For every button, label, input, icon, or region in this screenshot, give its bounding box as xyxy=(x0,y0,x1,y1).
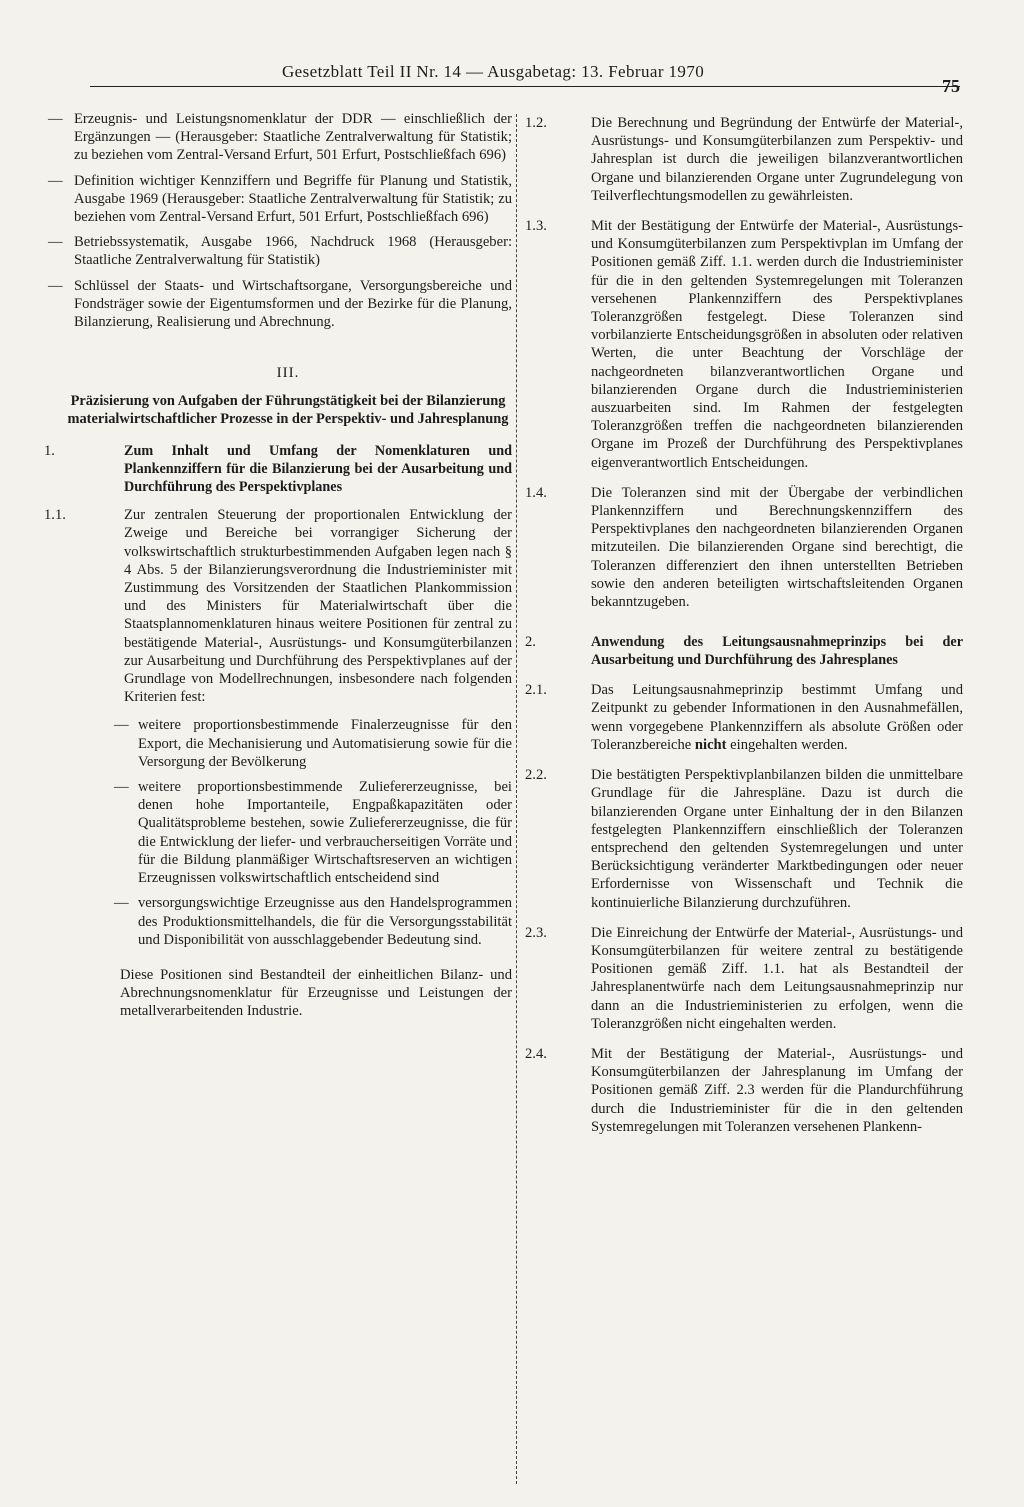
list-item: — Schlüssel der Staats- und Wirtschaftsorgane, Versorgungsbereiche und Fondsträger sowie der Eigentumsformen und der Bezirke für die Planung, Bilanzierung, Realisierung und Abrechnung. xyxy=(48,277,512,331)
item-number: 2.4. xyxy=(525,1045,547,1062)
paragraph-text: Die Berechnung und Begründung der Entwürfe der Material-, Ausrüstungs- und Konsumgüterbilanzen zum Perspektiv- und Jahresplan ist durch die jeweiligen bilanzverantwortlichen Organe und bilanzierenden Organe unter Zugrundelegung von Teilverflechtungsmodellen zu gewährleisten. xyxy=(591,115,963,204)
closing-paragraph: Diese Positionen sind Bestandteil der einheitlichen Bilanz- und Abrechnungsnomenklatur für Erzeugnisse und Leistungen der metallverarbeitenden Industrie. xyxy=(120,966,512,1020)
numbered-paragraph xyxy=(517,217,973,472)
paragraph-text: Die bestätigten Perspektivplanbilanzen bilden die unmittelbare Grundlage für die Jahrespläne. Dazu ist durch die bilanzierenden Organe unter Einhaltung der in den Bilanzen festgelegten Plankennziffern einschließlich der Toleranzen entsprechend den geltenden Systemregelungen und unter Berücksichtigung veränderter Marktbedingungen oder neuer Erfordernisse von Wissenschaft und Technik die kontinuierliche Bilanzierung durchzuführen. xyxy=(591,767,963,911)
header-title: Gesetzblatt Teil II Nr. 14 — Ausgabetag: 13. Februar 1970 xyxy=(282,62,705,81)
paragraph-text: Zur zentralen Steuerung der proportionalen Entwicklung der Zweige und Bereiche bei vorrangiger Sicherung der volkswirtschaftlich strukturbestimmenden Aufgaben legen nach § 4 Abs. 5 der Bilanzierungsverordnung die Industrieminister mit Zustimmung des Vorsitzenden der Staatlichen Plankommission und des Ministers für Materialwirtschaft über die Staatsplannomenklaturen hinaus weitere Positionen für zentral zu bestätigende Material-, Ausrüstungs- und Konsumgüterbilanzen zur Ausarbeitung und Durchführung des Perspektivplanes auf der Grundlage von Modellrechnungen, insbesondere nach folgenden Kriterien fest: xyxy=(124,507,512,706)
numbered-paragraph xyxy=(517,484,973,611)
list-item: — Erzeugnis- und Leistungsnomenklatur der DDR — einschließlich der Ergänzungen — (Herausgeber: Staatliche Zentralverwaltung für Statistik; zu beziehen vom Zentral-Versand Erfurt, 501 Erfurt, Postschließfach 696) xyxy=(48,111,512,164)
dash-bullet: — xyxy=(48,172,63,189)
item-number: 2.1. xyxy=(525,682,547,699)
item-number: 2.2. xyxy=(525,767,547,784)
item-number: 2. xyxy=(525,634,536,651)
item-heading: Anwendung des Leitungsausnahmeprinzips bei der Ausarbeitung und Durchführung des Jahresplanes xyxy=(591,634,963,669)
list-item: — Betriebssystematik, Ausgabe 1966, Nachdruck 1968 (Herausgeber: Staatliche Zentralverwaltung für Statistik) xyxy=(48,234,512,269)
criteria-item: — weitere proportionsbestimmende Finalerzeugnisse für den Export, die Mechanisierung und Automatisierung sowie für die Versorgung der Bevölkerung xyxy=(114,717,512,770)
item-number: 1.4. xyxy=(525,484,547,501)
criteria-item: — versorgungswichtige Erzeugnisse aus den Handelsprogrammen des Produktionsmittelhandels, die für die Versorgungsstabilität und Disponibilität von ausschlaggebender Bedeutung sind. xyxy=(114,895,512,948)
item-number: 2.3. xyxy=(525,924,547,941)
page-number: 75 xyxy=(942,76,960,96)
numbered-paragraph xyxy=(517,766,973,912)
section-title: Präzisierung von Aufgaben der Führungstätigkeit bei der Bilanzierung materialwirtschaftlicher Prozesse in der Perspektiv- und Jahresplanung xyxy=(67,393,509,428)
emphasis-nicht: nicht xyxy=(694,736,727,753)
item-heading: Zum Inhalt und Umfang der Nomenklaturen und Plankennziffern für die Bilanzierung bei der Ausarbeitung und Durchführung des Perspektivplanes xyxy=(124,443,512,496)
paragraph-text: Das Leitungsausnahmeprinzip bestimmt Umfang und Zeitpunkt zu gebender Informationen in den Ausnahmefällen, wenn vorgegebene Plankennziffern als absolute Größen oder Toleranzbereiche nicht eingehalten werden. xyxy=(591,682,963,753)
numbered-paragraph xyxy=(40,506,512,706)
numbered-paragraph xyxy=(517,681,973,754)
numbered-paragraph xyxy=(517,114,973,205)
numbered-heading xyxy=(40,442,512,496)
numbered-paragraph xyxy=(517,1045,973,1136)
paragraph-text: Die Einreichung der Entwürfe der Material-, Ausrüstungs- und Konsumgüterbilanzen für weitere zentral zu bestätigende Positionen gemäß Ziff. 1.1. hat als Bestandteil der Jahresplanentwürfe nach dem Leitungsausnahmeprinzip nur dann an die Industrieministerien zu erfolgen, wenn die Toleranzgrößen nicht eingehalten werden. xyxy=(591,924,963,1032)
paragraph-text: Mit der Bestätigung der Material-, Ausrüstungs- und Konsumgüterbilanzen der Jahresplanung im Umfang der Positionen gemäß Ziff. 2.3 werden für die Plandurchführung durch die Industrieminister für die in den geltenden Systemregelungen mit Toleranzen versehenen Plankenn- xyxy=(591,1045,963,1135)
numbered-heading xyxy=(517,633,973,669)
dash-bullet: — xyxy=(114,779,129,796)
dash-bullet: — xyxy=(48,277,63,294)
dash-bullet: — xyxy=(114,895,129,912)
list-item: — Definition wichtiger Kennziffern und Begriffe für Planung und Statistik, Ausgabe 1969 (Herausgeber: Staatliche Zentralverwaltung für Statistik; zu beziehen vom Zentral-Versand Erfurt, 501 Erfurt, Postschließfach 696) xyxy=(48,172,512,226)
item-number: 1.1. xyxy=(44,507,66,524)
right-column xyxy=(516,114,973,1484)
section-number: III. xyxy=(276,365,300,382)
dash-bullet: — xyxy=(48,234,63,251)
criteria-item: — weitere proportionsbestimmende Zuliefererzeugnisse, bei denen hohe Importanteile, Engpaßkapazitäten oder Qualitätsprobleme bestehen, sowie Zuliefererzeugnisse, die für die Entwicklung der liefer- und verbraucherseitigen Vorräte und für die Bildung planmäßiger Wirtschaftsreserven an wichtigen Erzeugnissen volkswirtschaftlich entscheidend sind xyxy=(114,779,512,887)
left-column xyxy=(40,110,512,1021)
paragraph-text: Mit der Bestätigung der Entwürfe der Material-, Ausrüstungs- und Konsumgüterbilanzen zum Perspektivplan im Umfang der Positionen gemäß Ziff. 1.1. werden durch die Industrieminister für die in den geltenden Systemregelungen mit Toleranzen versehenen Plankennziffern des Perspektivplanes Toleranzgrößen festgelegt. Diese Toleranzen sind vorbilanzierte Entscheidungsgrößen in absoluten oder relativen Werten, die unter Beachtung der Vorschläge der nachgeordneten bilanzverantwortlichen Organe und bilanzierenden Organe durch die Industrieministerien auszuarbeiten sind. Im Rahmen der festgelegten Toleranzgrößen treffen die nachgeordneten bilanzierenden Organe im Prozeß der Durchführung des Perspektivplanes eigenverantwortlich Entscheidungen. xyxy=(591,218,963,471)
dash-bullet: — xyxy=(114,717,129,734)
numbered-paragraph xyxy=(517,924,973,1033)
item-number: 1. xyxy=(44,443,55,460)
paragraph-text: Die Toleranzen sind mit der Übergabe der verbindlichen Plankennziffern und Berechnungskennziffern des Perspektivplanes den nachgeordneten bilanzierenden Organen mitzuteilen. Die bilanzierenden Organe sind berechtigt, die Toleranzen differenziert den ihnen unterstellten Betrieben sowie den anderen beteiligten wirtschaftsleitenden Organen bekanntzugeben. xyxy=(591,484,963,611)
item-number: 1.3. xyxy=(525,218,547,235)
page-header xyxy=(90,58,960,96)
dash-bullet: — xyxy=(48,111,63,127)
item-number: 1.2. xyxy=(525,115,547,131)
